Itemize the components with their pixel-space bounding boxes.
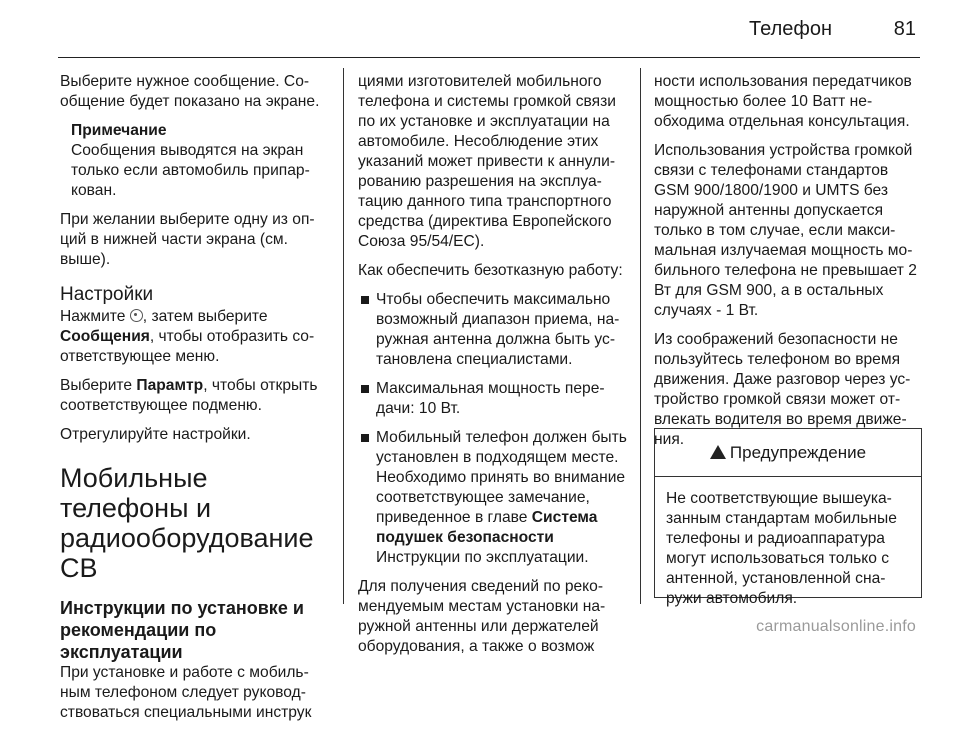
note-text: Сообщения выводятся на экран только если автомобиль припаркован. (71, 142, 310, 199)
paragraph: Выберите нужное сообщение. Сообщение будет показано на экране. (60, 73, 320, 110)
list-item-text: Мобильный телефон должен быть установлен в подходящем месте. Необходимо принять во внимание соответствующее замечание, приведенное в главе (376, 429, 627, 526)
section-heading: Мобильные телефоны и радиооборудование CB (60, 463, 314, 583)
paragraph: При желании выберите одну из опций в нижней части экрана (см. выше). (60, 211, 315, 268)
column-divider (343, 68, 344, 604)
column-1 (60, 72, 330, 732)
paragraph: Из соображений безопасности не пользуйтесь телефоном во время движения. Даже разговор через устройство громкой связи может отвлекать водителя во время движения. (654, 331, 911, 448)
page-header (0, 0, 960, 58)
text-run: , чтобы отобразить соответствующее меню. (60, 328, 315, 365)
column-2 (358, 72, 630, 666)
paragraph: Отрегулируйте настройки. (60, 426, 251, 443)
watermark: carmanualsonline.info (756, 618, 916, 635)
note (71, 121, 330, 201)
header-rule (58, 57, 920, 58)
paragraph: ности использования передатчиков мощностью более 10 Ватт необходима отдельная консультация. (654, 73, 912, 130)
settings-icon (130, 309, 143, 322)
warning-text: Не соответствующие вышеуказанным стандартам мобильные телефоны и радиоаппаратура могут использоваться только с антенной, установленной снаружи автомобиля. (666, 490, 897, 607)
square-bullet-icon (361, 296, 369, 304)
list-item (358, 290, 630, 370)
bold-term: Сообщения (60, 328, 150, 345)
param-paragraph (60, 376, 330, 416)
bold-term: Система подушек безопасности (376, 509, 598, 546)
paragraph: Для получения сведений по рекомендуемым местам установки наружной антенны или держателей оборудования, а также о возмож (358, 578, 606, 655)
paragraph: При установке и работе с мобильным телефоном следует руководствоваться специальными инструк (60, 664, 312, 721)
sub-heading: Инструкции по установке и рекомендации по эксплуатации (60, 598, 304, 662)
text-run: , чтобы открыть соответствующее подменю. (60, 377, 318, 414)
text-run: Нажмите (60, 308, 126, 325)
warning-title: Предупреждение (729, 443, 867, 462)
list-item (358, 379, 630, 419)
paragraph: циями изготовителей мобильного телефона и системы громкой связи по их установке и эксплуатации на автомобиле. Несоблюдение этих указаний может привести к аннулированию разрешения на эксплуатацию данного типа транспортного средства (директива Европейского Союза 95/54/EC). (358, 73, 616, 250)
warning-header (655, 429, 921, 477)
list-item-text: Инструкции по эксплуатации. (376, 549, 589, 566)
square-bullet-icon (361, 385, 369, 393)
square-bullet-icon (361, 434, 369, 442)
list-item (358, 428, 630, 568)
note-title: Примечание (71, 122, 167, 139)
list-item-text: Чтобы обеспечить максимально возможный диапазон приема, наружная антенна должна быть установлена специалистами. (376, 291, 620, 368)
text-run: Выберите (60, 377, 133, 394)
settings-heading: Настройки (60, 284, 154, 305)
settings-paragraph (60, 307, 330, 367)
column-divider (640, 68, 641, 604)
list-item-text: Максимальная мощность передачи: 10 Вт. (376, 380, 605, 417)
paragraph: Использования устройства громкой связи с телефонами стандартов GSM 900/1800/1900 и UMTS без наружной антенны допускается только в том случае, если максимальная излучаемая мощность мобильного телефона не превышает 2 Вт для GSM 900, а в остальных случаях - 1 Вт. (654, 142, 917, 319)
warning-box (654, 428, 922, 607)
paragraph: Как обеспечить безотказную работу: (358, 262, 623, 279)
warning-triangle-icon (710, 445, 726, 459)
bullet-list (358, 290, 630, 568)
page-title: Телефон (749, 18, 832, 40)
page-number: 81 (893, 18, 916, 40)
text-run: , затем выберите (142, 308, 268, 325)
column-3 (654, 72, 922, 459)
bold-term: Парамтр (136, 377, 204, 394)
